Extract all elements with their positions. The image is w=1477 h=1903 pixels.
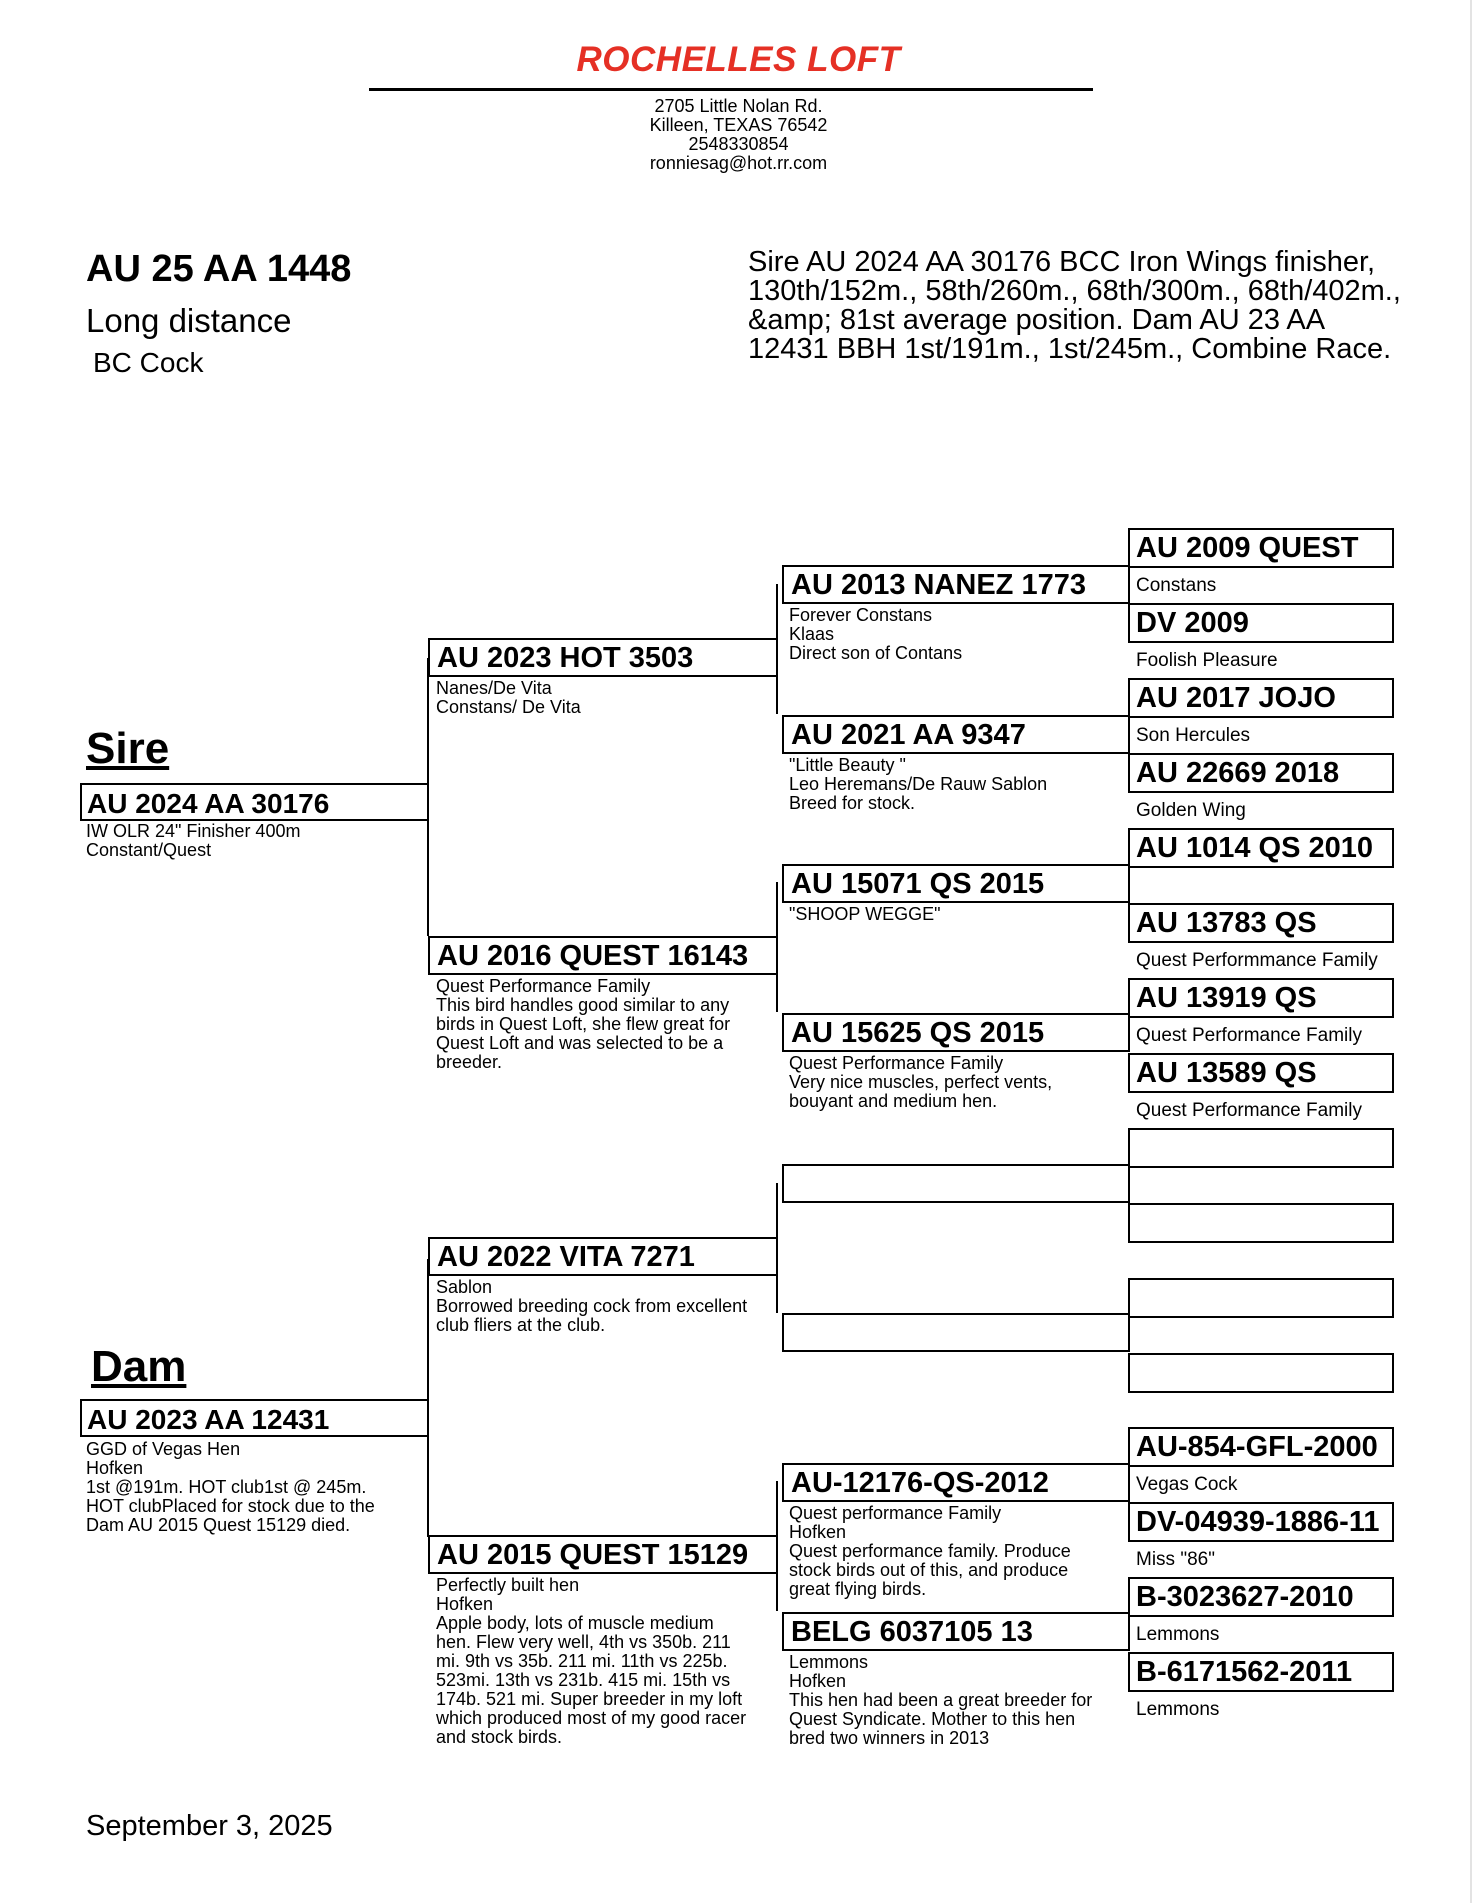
g3-box-1 (782, 565, 1130, 604)
loft-phone: 2548330854 (688, 134, 789, 154)
sire-dam-notes: Quest Performance Family This bird handles good similar to any birds in Quest Loft, she flew great for Quest Loft and was selected to be a breeder. (436, 976, 731, 1072)
g4-box-12 (1128, 1353, 1394, 1393)
g3-box-3 (782, 864, 1130, 903)
sire-sire-notes: Nanes/De Vita Constans/ De Vita (436, 678, 581, 717)
g3-notes-2: "Little Beauty " Leo Heremans/De Rauw Sablon Breed for stock. (789, 755, 1048, 813)
loft-address-line2: Killeen, TEXAS 76542 (649, 115, 828, 135)
g4-box-10 (1128, 1203, 1394, 1243)
dam-dam-notes: Perfectly built hen Hofken Apple body, lots of muscle medium hen. Flew very well, 4th vs 350b. 211 mi. 9th vs 35b. 211 mi. 11th vs 225b. 523mi. 13th vs 231b. 415 mi. 15th vs 174b. 521 mi. Super breeder in my loft which produced most of my good racer and stock birds. (436, 1575, 747, 1747)
loft-name: ROCHELLES LOFT (576, 40, 901, 79)
g4-box-3 (1128, 678, 1394, 718)
g3-box-2 (782, 715, 1130, 754)
g4-box-14 (1128, 1502, 1394, 1542)
g3-band-4: AU 15625 QS 2015 (791, 1017, 1045, 1049)
g4-band-14: DV-04939-1886-11 (1136, 1506, 1380, 1538)
g3-band-3: AU 15071 QS 2015 (791, 868, 1045, 900)
g4-box-4 (1128, 753, 1394, 793)
bird-type: Long distance (86, 302, 292, 339)
bird-summary: Sire AU 2024 AA 30176 BCC Iron Wings finisher, 130th/152m., 58th/260m., 68th/300m., 68th/402m., &amp; 81st average position. Dam AU 23 AA 12431 BBH 1st/191m., 1st/245m., Combine Race. (748, 246, 1401, 365)
g3-notes-7: Quest performance Family Hofken Quest performance family. Produce stock birds out of this, and produce great flying birds. (789, 1503, 1071, 1599)
sire-notes: IW OLR 24" Finisher 400m Constant/Quest (86, 821, 301, 860)
g4-note-3: Son Hercules (1136, 725, 1251, 746)
g4-box-2 (1128, 603, 1394, 643)
loft-email: ronniesag@hot.rr.com (649, 153, 828, 173)
dam-dam-box (428, 1535, 778, 1574)
g4-box-16 (1128, 1652, 1394, 1692)
g4-box-7 (1128, 978, 1394, 1018)
sire-dam-box (428, 936, 778, 975)
loft-address-line1: 2705 Little Nolan Rd. (654, 96, 823, 116)
g4-note-4: Golden Wing (1136, 800, 1246, 821)
g3-box-8 (782, 1612, 1130, 1651)
g3-box-4 (782, 1013, 1130, 1052)
g4-box-5 (1128, 828, 1394, 868)
connector-dd (776, 1481, 778, 1611)
g3-box-6 (782, 1313, 1130, 1352)
g4-box-6 (1128, 903, 1394, 943)
g3-notes-8: Lemmons Hofken This hen had been a great breeder for Quest Syndicate. Mother to this hen bred two winners in 2013 (789, 1652, 1093, 1748)
g3-band-1: AU 2013 NANEZ 1773 (791, 569, 1086, 601)
g4-band-13: AU-854-GFL-2000 (1136, 1431, 1378, 1463)
g3-notes-4: Quest Performance Family Very nice muscles, perfect vents, bouyant and medium hen. (789, 1053, 1053, 1111)
dam-band-box (80, 1399, 429, 1437)
document-date: September 3, 2025 (86, 1810, 333, 1842)
g3-box-7 (782, 1463, 1130, 1502)
g3-notes-3: "SHOOP WEGGE" (789, 904, 941, 924)
g4-note-8: Quest Performance Family (1136, 1100, 1362, 1121)
g4-band-15: B-3023627-2010 (1136, 1581, 1354, 1613)
g4-box-8 (1128, 1053, 1394, 1093)
dam-band: AU 2023 AA 12431 (87, 1404, 330, 1435)
sire-sire-box (428, 638, 778, 677)
g4-note-6: Quest Performmance Family (1136, 950, 1378, 971)
g4-note-13: Vegas Cock (1136, 1474, 1238, 1495)
g3-band-7: AU-12176-QS-2012 (791, 1467, 1049, 1499)
g4-band-4: AU 22669 2018 (1136, 757, 1340, 789)
sire-heading: Sire (86, 724, 170, 773)
connector-dam (427, 1259, 429, 1537)
sire-band: AU 2024 AA 30176 (87, 788, 330, 819)
dam-sire-band: AU 2022 VITA 7271 (437, 1241, 695, 1273)
g4-note-16: Lemmons (1136, 1699, 1220, 1720)
connector-ds (776, 1183, 778, 1313)
sire-dam-band: AU 2016 QUEST 16143 (437, 940, 749, 972)
g4-box-13 (1128, 1427, 1394, 1467)
dam-dam-band: AU 2015 QUEST 15129 (437, 1539, 749, 1571)
header-rule (369, 88, 1093, 91)
g4-band-8: AU 13589 QS (1136, 1057, 1317, 1089)
connector-ss (776, 584, 778, 714)
connector-sd (776, 882, 778, 1012)
g4-band-7: AU 13919 QS (1136, 982, 1317, 1014)
dam-sire-notes: Sablon Borrowed breeding cock from excellent club fliers at the club. (436, 1277, 748, 1335)
g4-band-2: DV 2009 (1136, 607, 1249, 639)
connector-sire (427, 658, 429, 936)
bird-band: AU 25 AA 1448 (86, 248, 352, 290)
g4-note-15: Lemmons (1136, 1624, 1220, 1645)
g4-note-1: Constans (1136, 575, 1217, 596)
dam-heading: Dam (91, 1342, 187, 1391)
page-edge (1470, 0, 1472, 1903)
g4-band-16: B-6171562-2011 (1136, 1656, 1353, 1688)
g4-box-1 (1128, 528, 1394, 568)
g4-note-14: Miss "86" (1136, 1549, 1215, 1570)
g3-band-2: AU 2021 AA 9347 (791, 719, 1026, 751)
dam-sire-box (428, 1237, 778, 1276)
g4-note-2: Foolish Pleasure (1136, 650, 1278, 671)
g4-band-3: AU 2017 JOJO (1136, 682, 1336, 714)
g3-notes-1: Forever Constans Klaas Direct son of Contans (789, 605, 963, 663)
bird-color-sex: BC Cock (93, 347, 204, 378)
g3-band-8: BELG 6037105 13 (791, 1616, 1033, 1648)
g4-band-6: AU 13783 QS (1136, 907, 1317, 939)
g4-band-5: AU 1014 QS 2010 (1136, 832, 1373, 864)
g4-note-7: Quest Performance Family (1136, 1025, 1362, 1046)
sire-sire-band: AU 2023 HOT 3503 (437, 642, 694, 674)
g4-band-1: AU 2009 QUEST (1136, 532, 1359, 564)
g3-box-5 (782, 1164, 1130, 1203)
g4-box-9 (1128, 1128, 1394, 1168)
g4-box-11 (1128, 1278, 1394, 1318)
dam-notes: GGD of Vegas Hen Hofken 1st @191m. HOT club1st @ 245m. HOT clubPlaced for stock due to the Dam AU 2015 Quest 15129 died. (86, 1439, 375, 1535)
g4-box-15 (1128, 1577, 1394, 1617)
sire-band-box (80, 783, 429, 821)
